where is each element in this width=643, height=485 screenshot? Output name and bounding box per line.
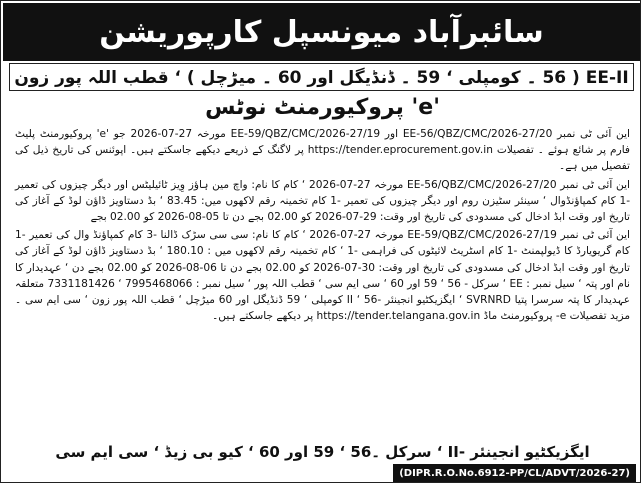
zone-line: EE-II ( 56 ۔ کومپلی ‘ 59 ۔ ڈنڈیگل اور 60 ۔ میڑچل ) ‘ قطب اللہ پور زون: [14, 67, 629, 88]
reference-number: (DIPR.R.O.No.6912-PP/CL/ADVT/2026-27): [393, 464, 636, 482]
notice-title: 'e' پروکیورمنٹ نوٹس: [205, 94, 440, 120]
paragraph-intro: این آئی ٹی نمبر 20/EE-56/QBZ/CMC/2026-27 اور 19/EE-59/QBZ/CMC/2026-27 مورخہ 27-07-2026 جو 'e' پروکیورمنٹ پلیٹ فارم پر شائع ہوئے ۔ تفصیلات https://tender.eprocurement.gov.in پر لاگنگ کے ذریعے دیکھے جاسکتے ہیں۔ اپوئنس کی تاریخ ذیل کی تفصیل میں ہے۔: [15, 128, 630, 173]
zone-box: [9, 63, 634, 91]
paragraph-tender-2: این آئی ٹی نمبر 19/EE-59/QBZ/CMC/2026-27 مورخہ 27-07-2026 ‘ کام کا نام: سی سی سڑک ڈالنا -3 کام کمپاؤنڈ وال کی تعمیر -1 کام گریویارڈ کا ڈیولپمنٹ -1 کام اسٹریٹ لائیٹوں کی فراہمی -1 ‘ کام تخمینہ رقم لاکھوں میں : 180.10 ‘ بڈ دستاویز ڈاؤن لوڈ کے آغاز کی تاریخ اور وقت ابڈ ادخال کی مسدودی کی تاریخ اور وقت: 30-07-2026 کو 02.00 بجے دن تا 06-08-2026 کو 02.00 بجے دن ‘ عہدیدار کا نام اور پتہ ‘ سیل نمبر : EE ‘ سرکل - 56 ‘ 59 اور 60 ‘ سی ایم سی ‘ قطب اللہ پور ‘ سیل نمبر : 7995468066 ‘ 7331181426 متعلقہ عہدیدار کا پتہ سرسرا پتیا SVRNRD ‘ ایگزیکٹیو انجینئر -II ‘ 56 کومپلی ‘ 59 ڈنڈیگل اور 60 میڑچل ‘ قطب اللہ پور زون ‘ سی ایم سی ۔ مزید تفصیلات e- پروکیورمنٹ ماڈ https://tender.telangana.gov.in پر دیکھے جاسکتے ہیں۔: [15, 229, 631, 323]
notice-body: [15, 126, 630, 326]
signature-line: ایگزیکٹیو انجینئر -II ‘ سرکل ۔56 ‘ 59 اور 60 ‘ کیو بی زیڈ ‘ سی ایم سی: [55, 443, 590, 461]
corporation-header: [3, 3, 640, 61]
paragraph-tender-1: این آئی ٹی نمبر 20/EE-56/QBZ/CMC/2026-27 مورخہ 27-07-2026 ‘ کام کا نام: واچ مین ہاؤز وِیز ٹائیلیٹس اور دیگر چیزوں کی تعمیر -1 کام کمپاؤنڈوال ‘ سینئر سٹیزن روم اور دیگر چیزوں کی تعمیر -1 کام تخمینہ رقم لاکھوں میں: 83.45 ‘ بڈ دستاویز ڈاؤن لوڈ کے آغاز کی تاریخ اور وقت ابڈ ادخال کی مسدودی کی تاریخ اور وقت: 29-07-2026 کو 02.00 بجے دن تا 05-08-2026 کو 02.00 بجے: [15, 178, 631, 224]
corporation-name: سائبرآباد میونسپل کارپوریشن: [99, 14, 544, 50]
